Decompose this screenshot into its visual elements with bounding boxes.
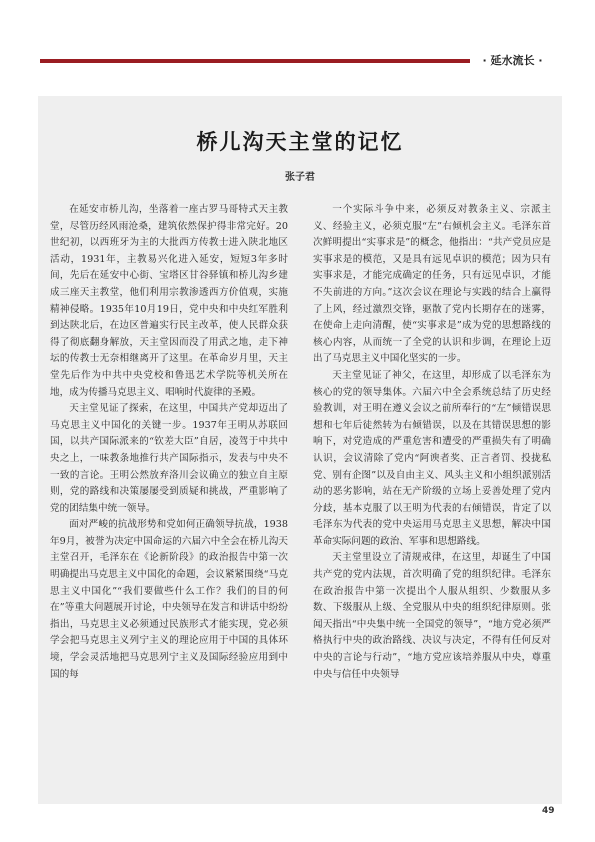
header-rule (40, 59, 515, 63)
page-number: 49 (542, 806, 555, 816)
paragraph: 一个实际斗争中来，必须反对教条主义、宗派主义、经验主义，必须克服“左”右倾机会主义。毛泽东首次鲜明提出“实事求是”的概念，他指出：“共产党员应是实事求是的模范，又是具有远见卓识的模范；因为只有实事求是，才能完成确定的任务，只有远见卓识，才能不失前进的方向。”这次会议在理论与实践的结合上赢得了上风，经过激烈交锋，驱散了党内长期存在的迷雾，在使命上走向清醒，使“实事求是”成为党的思想路线的核心内容，从而统一了全党的认识和步调，在理论上迈出了马克思主义中国化坚实的一步。 (313, 204, 551, 365)
right-column (313, 202, 551, 683)
paragraph: 天主堂见证了神父，在这里，却形成了以毛泽东为核心的党的领导集体。六届六中全会系统总结了历史经验教训，对王明在遵义会议之前所奉行的“左”倾错误思想和七年后徒然转为右倾错误，以及在其错误思想的影响下，对党造成的严重危害和遭受的严重损失有了明确认识，会议清除了党内“阿谀者奖、正言者罚、投拢私党、别有企图”以及自由主义、风头主义和小组织派别活动的恶劣影响，站在无产阶级的立场上妥善处理了党内分歧，基本克服了以王明为代表的右倾错误，肯定了以毛泽东为代表的党中央运用马克思主义思想，解决中国革命实际问题的政治、军事和思想路线。 (313, 369, 551, 547)
paragraph: 天主堂见证了探索，在这里，中国共产党却迈出了马克思主义中国化的关键一步。1937年王明从苏联回国，以共产国际派来的“钦差大臣”自居，凌驾于中共中央之上，一味教条地推行共产国际指示，发表与中央不一致的言论。王明公然放弃洛川会议确立的独立自主原则，党的路线和决策屡屡受到质疑和挑战，严重影响了党的团结集中统一领导。 (50, 403, 288, 514)
left-column (50, 202, 288, 683)
article-title: 桥儿沟天主堂的记忆 (196, 130, 404, 154)
article-panel (38, 96, 562, 804)
article-author: 张子君 (285, 172, 315, 183)
paragraph: 在延安市桥儿沟，坐落着一座古罗马哥特式天主教堂，尽管历经风雨沧桑，建筑依然保护得非常完好。20世纪初，以西班牙为主的大批西方传教士进入陕北地区活动，1931年，主教易兴化进入延安，短短3年多时间，先后在延安中心街、宝塔区甘谷驿镇和桥儿沟乡建成三座天主教堂，他们利用宗教渗透西方价值观，实施精神侵略。1935年10月19日，党中央和中央红军胜利到达陕北后，在边区普遍实行民主改革，使人民群众获得了彻底翻身解放，天主堂因而没了用武之地，走下神坛的传教士无奈相继离开了这里。在革命岁月里，天主堂先后作为中共中央党校和鲁迅艺术学院等机关所在地，成为传播马克思主义、唱响时代旋律的圣殿。 (50, 204, 288, 398)
paragraph: 天主堂里设立了清规戒律，在这里，却诞生了中国共产党的党内法规，首次明确了党的组织纪律。毛泽东在政治报告中第一次提出个人服从组织、少数服从多数、下级服从上级、全党服从中央的组织纪律原则。张闻天指出“中央集中统一全国党的领导”，“地方党必须严格执行中央的政治路线、决议与决定，不得有任何反对中央的言论与行动”，“地方党应该培养服从中央，尊重中央与信任中央领导 (313, 552, 551, 680)
section-tag: · 延水流长 · (470, 52, 555, 70)
paragraph: 面对严峻的抗战形势和党如何正确领导抗战，1938年9月，被誉为决定中国命运的六届六中全会在桥儿沟天主堂召开，毛泽东在《论新阶段》的政治报告中第一次明确提出马克思主义中国化的命题，会议紧紧围绕“马克思主义中国化”“我们要做些什么工作？我们的目的何在”等重大问题展开讨论，中央领导在发言和讲话中纷纷指出，马克思主义必须通过民族形式才能实现，党必须学会把马克思主义列宁主义的理论应用于中国的具体环境，学会灵活地把马克思列宁主义及国际经验应用到中国的每 (50, 519, 288, 680)
